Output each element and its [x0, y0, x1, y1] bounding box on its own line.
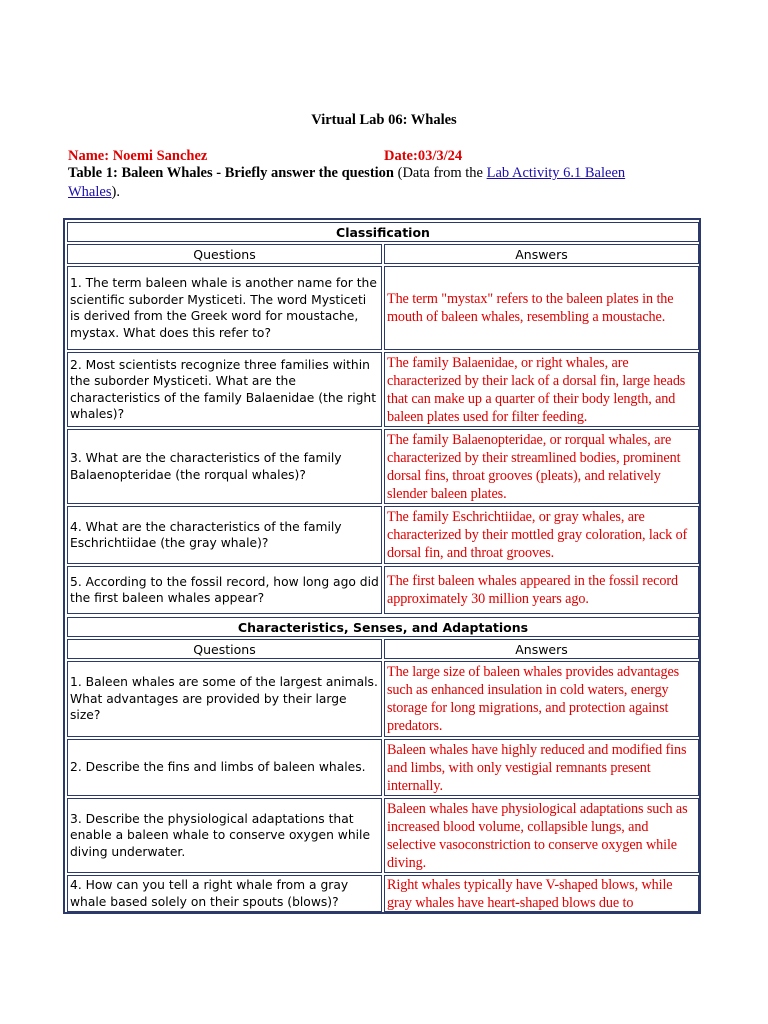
table-caption: [68, 164, 668, 202]
question-cell: 3. What are the characteristics of the family Balaenopteridae (the rorqual whales)?: [67, 429, 382, 504]
answer-cell: Right whales typically have V-shaped blows, while gray whales have heart-shaped blows due to: [384, 875, 699, 912]
caption-end: ).: [111, 184, 120, 200]
lab-activity-link[interactable]: Lab Activity 6.1 Baleen Whales: [68, 165, 626, 200]
lab-date: Date:03/3/24: [384, 148, 463, 164]
section-header-adaptations: Characteristics, Senses, and Adaptations: [67, 617, 699, 637]
column-header-questions: Questions: [67, 639, 382, 659]
answer-cell: Baleen whales have physiological adaptations such as increased blood volume, collapsible lungs, and selective vasoconstriction to conserve oxygen while diving.: [384, 798, 699, 873]
section-header-classification: Classification: [67, 222, 699, 242]
column-header-answers: Answers: [384, 639, 699, 659]
caption-bold: Table 1: Baleen Whales - Briefly answer the question: [68, 165, 394, 181]
question-cell: 4. How can you tell a right whale from a gray whale based solely on their spouts (blows)?: [67, 875, 382, 912]
question-cell: 1. Baleen whales are some of the largest animals. What advantages are provided by their large size?: [67, 661, 382, 737]
caption-text: (Data from the: [394, 165, 487, 181]
answer-cell: The first baleen whales appeared in the fossil record approximately 30 million years ago.: [384, 566, 699, 614]
student-name: Name: Noemi Sanchez: [68, 148, 208, 164]
question-cell: 2. Most scientists recognize three families within the suborder Mysticeti. What are the characteristics of the family Balaenidae (the right whales)?: [67, 352, 382, 427]
question-cell: 4. What are the characteristics of the family Eschrichtiidae (the gray whale)?: [67, 506, 382, 564]
answer-cell: The term "mystax" refers to the baleen plates in the mouth of baleen whales, resembling a moustache.: [384, 266, 699, 350]
answer-cell: The family Balaenidae, or right whales, are characterized by their lack of a dorsal fin, large heads that can make up a quarter of their body length, and baleen plates used for filter feeding.: [384, 352, 699, 427]
question-cell: 3. Describe the physiological adaptations that enable a baleen whale to conserve oxygen while diving underwater.: [67, 798, 382, 873]
column-header-questions: Questions: [67, 244, 382, 264]
column-header-answers: Answers: [384, 244, 699, 264]
question-cell: 2. Describe the fins and limbs of baleen whales.: [67, 739, 382, 796]
answer-cell: The large size of baleen whales provides advantages such as enhanced insulation in cold waters, energy storage for long migrations, and protection against predators.: [384, 661, 699, 737]
whales-table: [63, 218, 701, 914]
question-cell: 5. According to the fossil record, how long ago did the first baleen whales appear?: [67, 566, 382, 614]
answer-cell: The family Balaenopteridae, or rorqual whales, are characterized by their streamlined bodies, prominent dorsal fins, throat grooves (pleats), and relatively slender baleen plates.: [384, 429, 699, 504]
page-title: Virtual Lab 06: Whales: [311, 112, 457, 128]
answer-cell: The family Eschrichtiidae, or gray whales, are characterized by their mottled gray coloration, lack of dorsal fin, and throat grooves.: [384, 506, 699, 564]
answer-cell: Baleen whales have highly reduced and modified fins and limbs, with only vestigial remnants present internally.: [384, 739, 699, 796]
question-cell: 1. The term baleen whale is another name for the scientific suborder Mysticeti. The word Mysticeti is derived from the Greek word for moustache, mystax. What does this refer to?: [67, 266, 382, 350]
